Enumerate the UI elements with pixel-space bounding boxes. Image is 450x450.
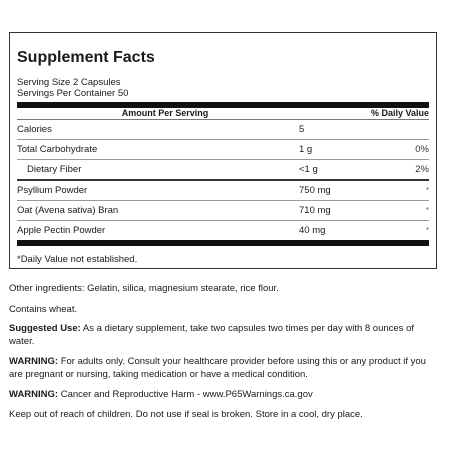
facts-row-total-carbohydrate: [17, 140, 429, 160]
nutrient-name: Total Carbohydrate: [17, 144, 98, 155]
facts-header-row: [17, 108, 429, 120]
suggested-use: [9, 323, 441, 348]
prop65-warning: [9, 389, 441, 402]
suggested-use-text: As a dietary supplement, take two capsules two times per day with 8 ounces of water.: [9, 323, 414, 347]
nutrient-amount: 1 g: [299, 144, 313, 155]
suggested-use-label: Suggested Use:: [9, 323, 81, 334]
servings-per-container: Servings Per Container 50: [17, 88, 129, 99]
nutrient-dv: [339, 120, 429, 139]
facts-title: Supplement Facts: [17, 49, 155, 66]
storage-instructions: Keep out of reach of children. Do not use if seal is broken. Store in a cool, dry place.: [9, 409, 363, 420]
warning-label: WARNING:: [9, 356, 59, 367]
warning-text: For adults only. Consult your healthcare provider before using this or any product if you are pregnant or nursing, taking medication or have a medical condition.: [9, 356, 426, 380]
warning-label: WARNING:: [9, 389, 59, 400]
warning-text: Cancer and Reproductive Harm - www.P65Warnings.ca.gov: [58, 389, 313, 400]
supplement-facts-panel: [9, 32, 437, 269]
nutrient-amount: 5: [299, 124, 305, 135]
nutrient-amount: <1 g: [299, 164, 318, 175]
nutrient-dv: *: [425, 226, 429, 235]
serving-size: Serving Size 2 Capsules: [17, 77, 121, 88]
nutrient-name: Psyllium Powder: [17, 185, 88, 196]
allergen-statement: Contains wheat.: [9, 304, 78, 315]
facts-row-dietary-fiber: [17, 160, 429, 181]
nutrient-amount: 710 mg: [299, 205, 331, 216]
nutrient-name: Apple Pectin Powder: [17, 225, 106, 236]
header-amount-per-serving: Amount Per Serving: [121, 108, 209, 118]
nutrient-name: Calories: [17, 124, 52, 135]
nutrient-dv: *: [425, 186, 429, 195]
nutrient-amount: 40 mg: [299, 225, 326, 236]
header-daily-value: % Daily Value: [370, 108, 429, 118]
other-ingredients: Other ingredients: Gelatin, silica, magnesium stearate, rice flour.: [9, 283, 279, 294]
nutrient-dv: *: [425, 206, 429, 215]
nutrient-dv: 2%: [415, 164, 429, 175]
facts-row-oat-bran: [17, 201, 429, 221]
daily-value-footnote: *Daily Value not established.: [17, 254, 138, 265]
nutrient-name: Oat (Avena sativa) Bran: [17, 205, 119, 216]
nutrient-amount: 750 mg: [299, 185, 331, 196]
nutrient-dv: 0%: [415, 144, 429, 155]
facts-row-psyllium: [17, 181, 429, 201]
thick-divider-bottom: [17, 240, 429, 246]
adult-warning: [9, 356, 441, 381]
facts-row-apple-pectin: [17, 221, 429, 240]
facts-row-calories: [17, 120, 429, 140]
nutrient-name: Dietary Fiber: [27, 164, 82, 175]
serving-info: [17, 77, 429, 99]
